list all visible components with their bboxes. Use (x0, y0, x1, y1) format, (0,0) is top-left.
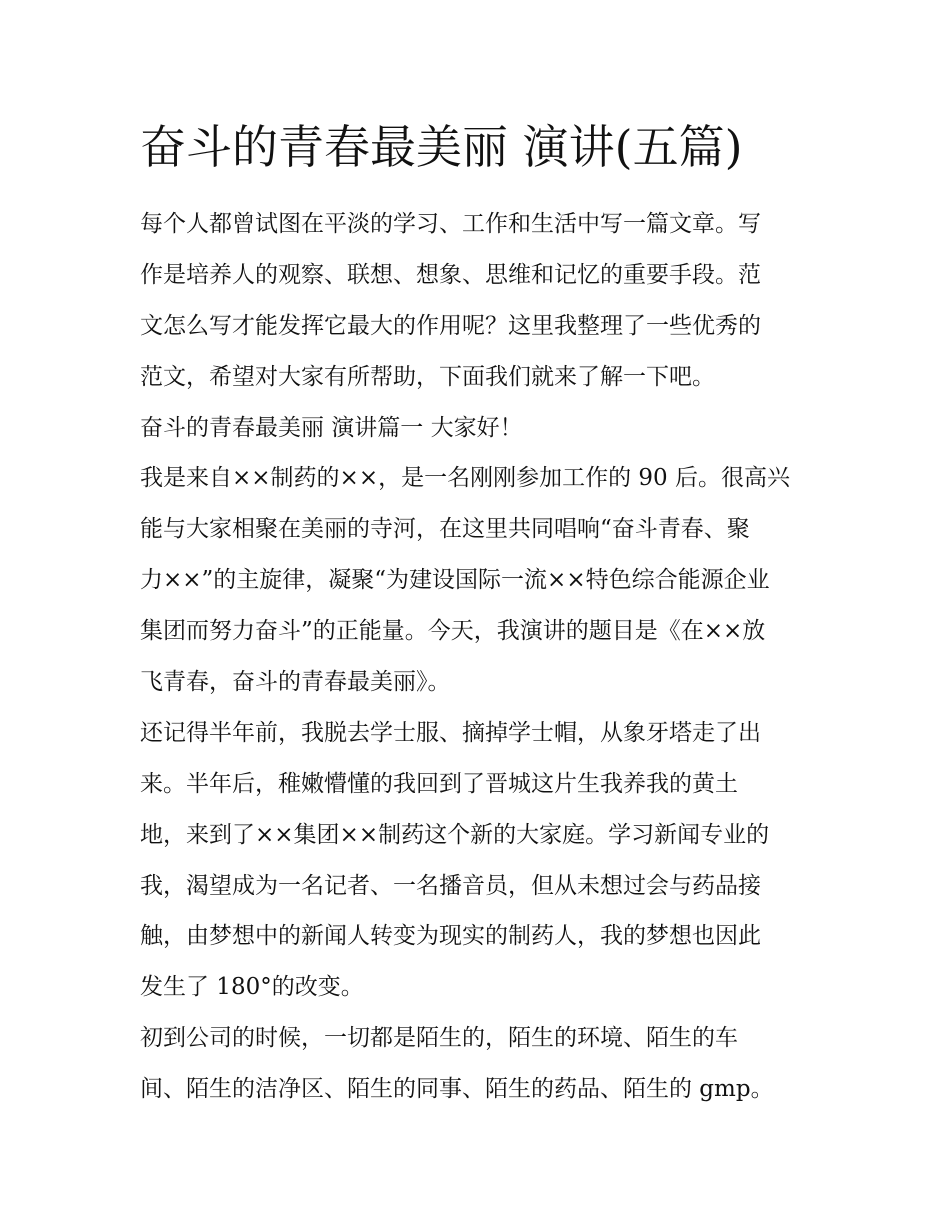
text-line: 初到公司的时候，一切都是陌生的，陌生的环境、陌生的车 (140, 1025, 738, 1052)
text-line: 地，来到了××集团××制药这个新的大家庭。学习新闻专业的 (140, 821, 770, 848)
text-line: 还记得半年前，我脱去学士服、摘掉学士帽，从象牙塔走了出 (140, 719, 761, 746)
text-line: 我是来自××制药的××，是一名刚刚参加工作的 90 后。很高兴 (140, 465, 790, 492)
section-heading-line: 奋斗的青春最美丽 演讲篇一 大家好！ (140, 414, 523, 441)
document-title: 奋斗的青春最美丽 演讲(五篇) (140, 120, 743, 174)
text-line: 集团而努力奋斗”的正能量。今天，我演讲的题目是《在××放 (140, 618, 766, 645)
text-line: 我，渴望成为一名记者、一名播音员，但从未想过会与药品接 (140, 872, 761, 899)
text-line: 触，由梦想中的新闻人转变为现实的制药人，我的梦想也因此 (140, 923, 761, 950)
text-line: 间、陌生的洁净区、陌生的同事、陌生的药品、陌生的 gmp。 (140, 1076, 774, 1103)
text-line: 飞青春，奋斗的青春最美丽》。 (140, 669, 451, 696)
text-line: 力××”的主旋律，凝聚“为建设国际一流××特色综合能源企业 (140, 567, 770, 594)
text-line: 作是培养人的观察、联想、想象、思维和记忆的重要手段。范 (140, 261, 761, 288)
text-line: 范文，希望对大家有所帮助，下面我们就来了解一下吧。 (140, 363, 715, 390)
text-line: 发生了 180°的改变。 (140, 974, 364, 1001)
text-line: 来。半年后，稚嫩懵懂的我回到了晋城这片生我养我的黄土 (140, 770, 738, 797)
document-body (140, 199, 820, 1115)
text-line: 文怎么写才能发挥它最大的作用呢？这里我整理了一些优秀的 (140, 312, 761, 339)
text-line: 每个人都曾试图在平淡的学习、工作和生活中写一篇文章。写 (140, 211, 761, 237)
text-line: 能与大家相聚在美丽的寺河，在这里共同唱响“奋斗青春、聚 (140, 516, 750, 543)
